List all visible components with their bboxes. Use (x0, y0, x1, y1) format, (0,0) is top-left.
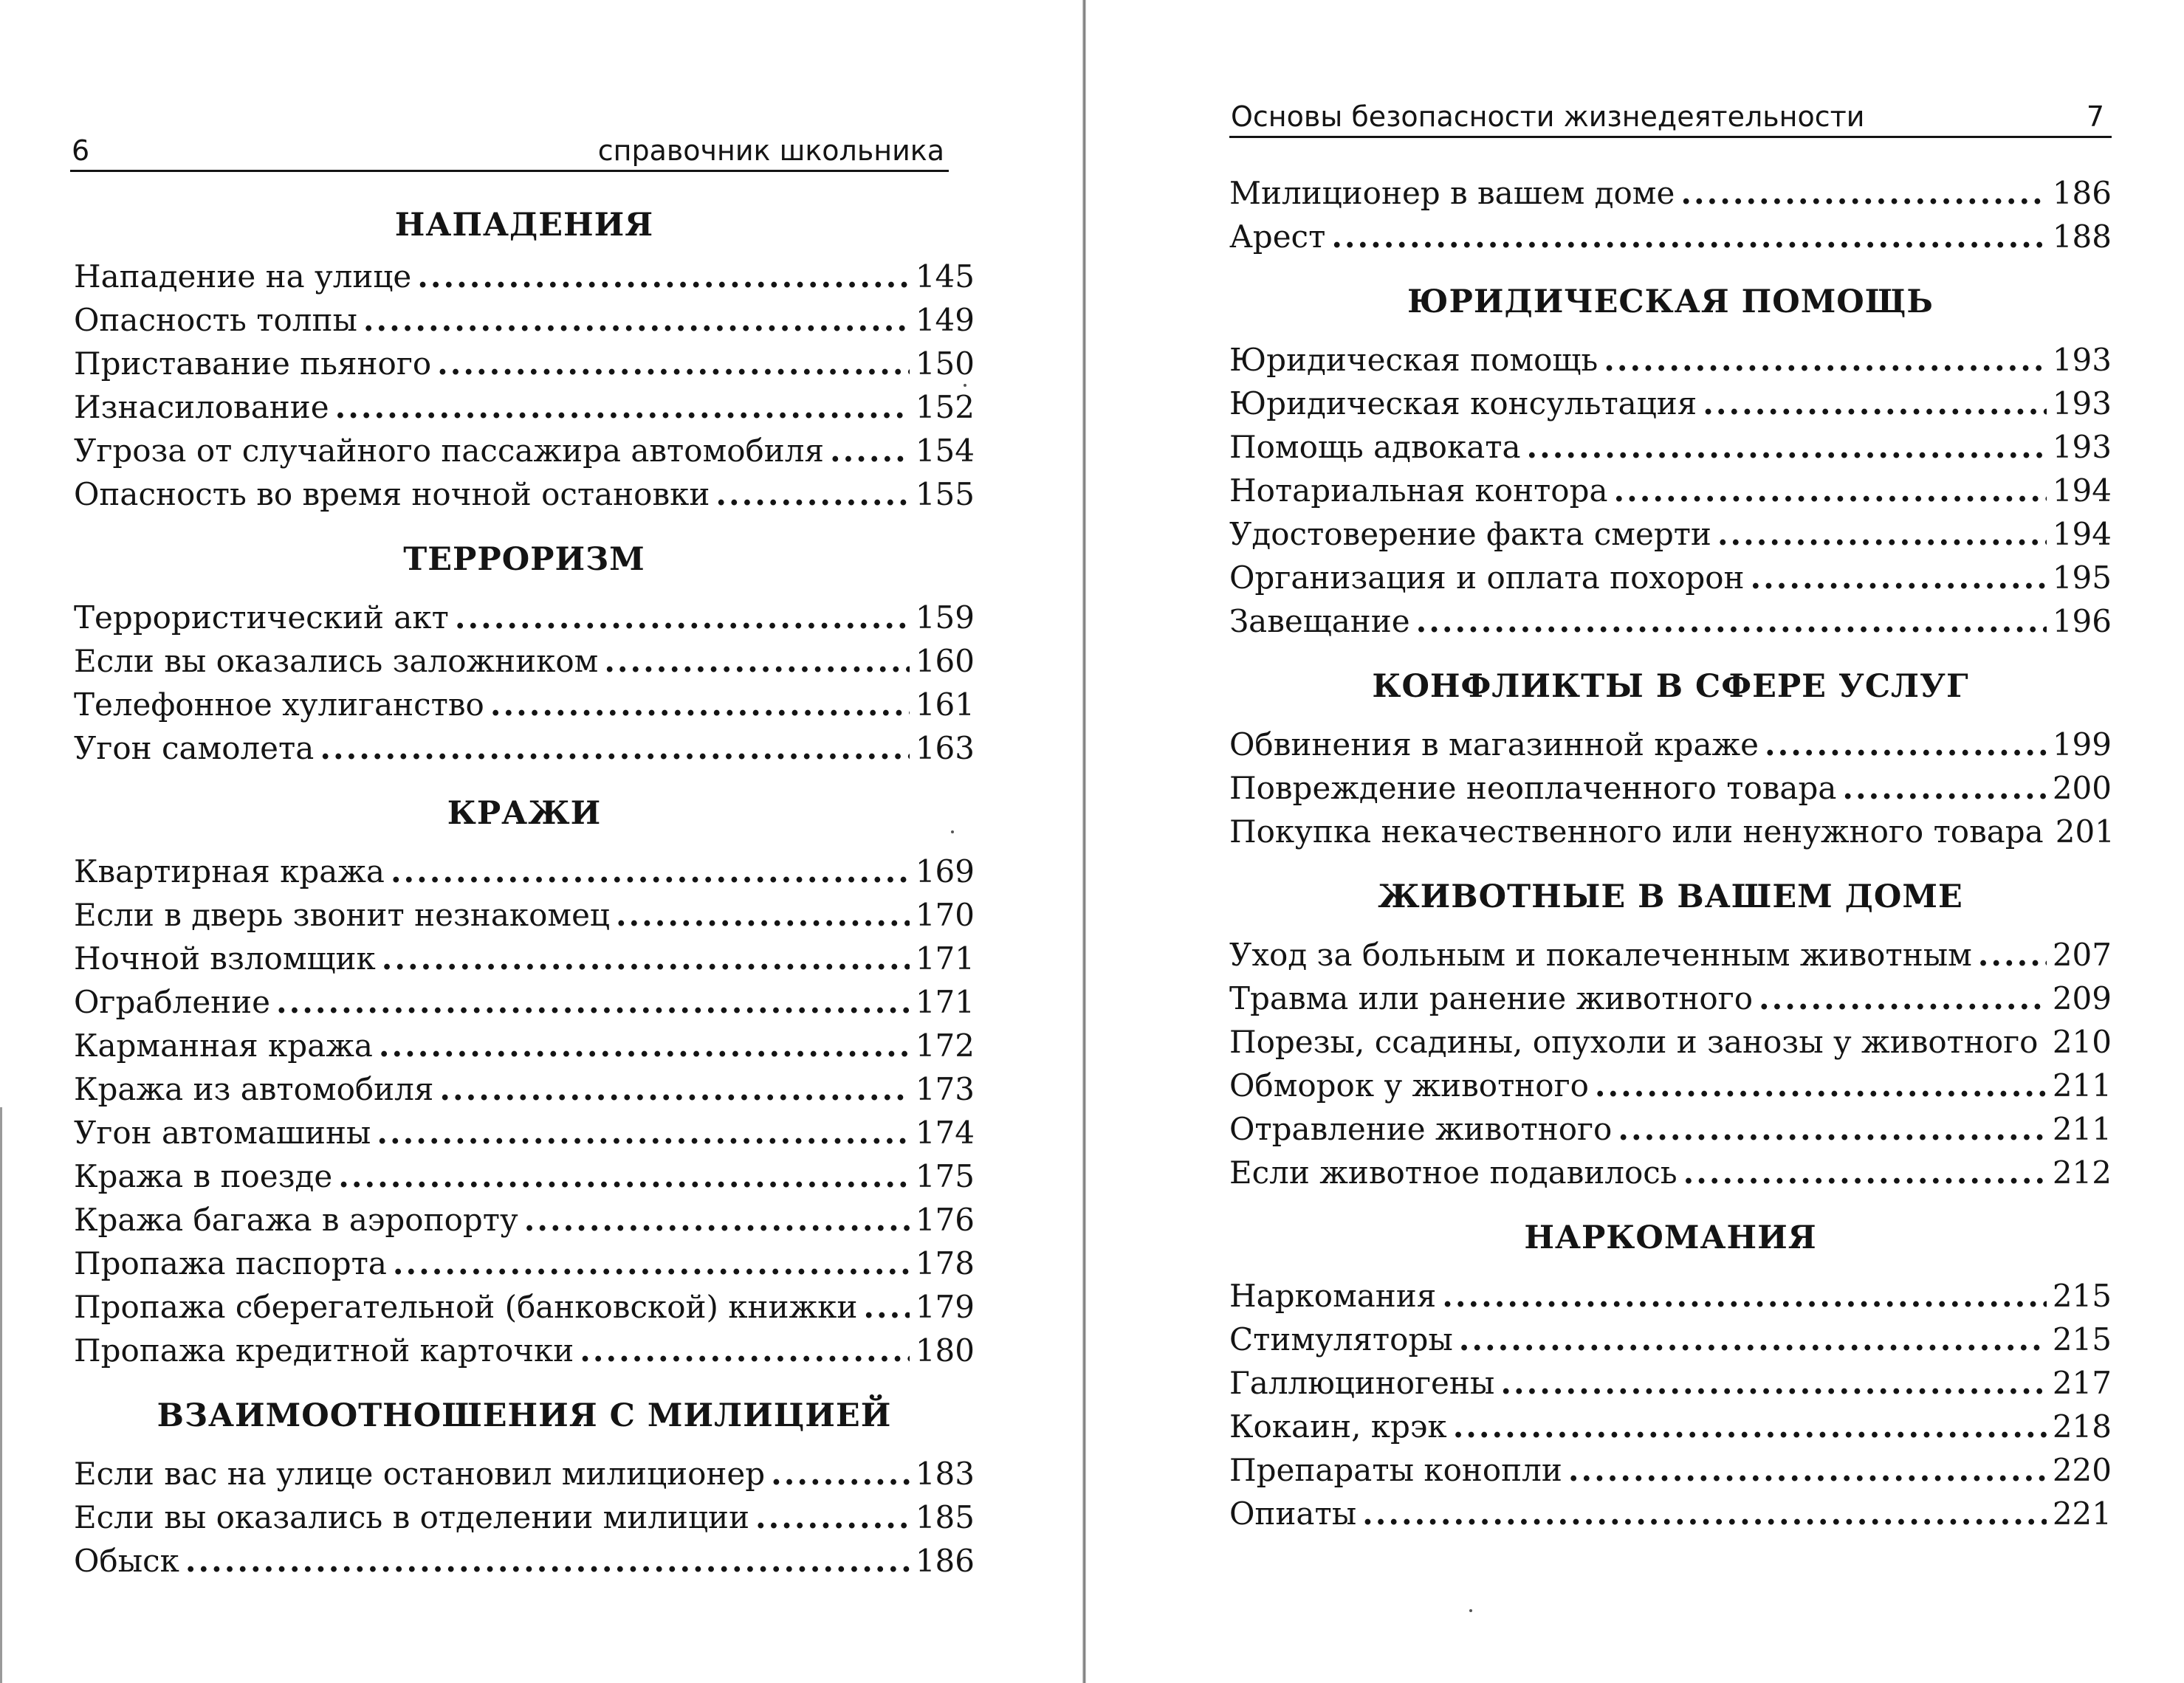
toc-entry (74, 937, 975, 980)
toc-entry (1229, 1318, 2112, 1361)
toc-entry (1229, 1492, 2112, 1535)
toc-entry-page: 186 (915, 1543, 975, 1579)
right-page-header (1229, 97, 2112, 138)
toc-entry (74, 1496, 975, 1539)
right-running-title: Основы безопасности жизнедеятельности (1231, 100, 1865, 133)
toc-leader-dots (417, 255, 910, 298)
toc-entry-label: Пропажа сберегательной (банковской) книжки (74, 1289, 858, 1325)
toc-entry (1229, 338, 2112, 382)
toc-leader-dots (1362, 1492, 2047, 1535)
toc-leader-dots (1595, 1064, 2047, 1107)
toc-entry-label: Квартирная кража (74, 853, 385, 889)
toc-continued-list (1229, 171, 2112, 258)
toc-leader-dots (382, 937, 910, 980)
toc-entry (1229, 933, 2112, 977)
toc-entry-page: 174 (915, 1115, 975, 1151)
left-page (0, 0, 1085, 1683)
toc-entry (1229, 810, 2115, 853)
toc-entry (1229, 469, 2112, 512)
toc-entry-label: Ограбление (74, 984, 271, 1020)
right-page (1085, 0, 2184, 1683)
print-speck (1469, 1609, 1472, 1612)
toc-entry-label: Телефонное хулиганство (74, 686, 484, 723)
toc-entry-label: Пропажа паспорта (74, 1245, 387, 1281)
toc-entry-label: Обморок у животного (1229, 1067, 1589, 1104)
toc-entry-page: 171 (915, 984, 975, 1020)
toc-leader-dots (1618, 1107, 2046, 1151)
toc-entry-page: 188 (2052, 218, 2112, 255)
toc-leader-dots (455, 596, 910, 639)
toc-entry-page: 212 (2052, 1154, 2112, 1191)
toc-entry (1229, 977, 2112, 1020)
section-title: ТЕРРОРИЗМ (403, 541, 645, 578)
section-title: КОНФЛИКТЫ В СФЕРЕ УСЛУГ (1372, 668, 1969, 705)
toc-leader-dots (377, 1111, 909, 1154)
toc-entry-page: 215 (2052, 1321, 2112, 1357)
toc-leader-dots (1614, 469, 2047, 512)
toc-leader-dots (185, 1539, 910, 1583)
toc-entry-label: Завещание (1229, 603, 1410, 639)
print-speck (964, 384, 966, 387)
toc-leader-dots (616, 893, 910, 937)
toc-entry-page: 170 (915, 897, 975, 933)
toc-entry (74, 1539, 975, 1583)
toc-entry-label: Опиаты (1229, 1496, 1357, 1532)
toc-leader-dots (1759, 977, 2047, 1020)
toc-entry-label: Пропажа кредитной карточки (74, 1332, 574, 1369)
toc-entry (74, 342, 975, 385)
toc-leader-dots (755, 1496, 910, 1539)
toc-entry-label: Повреждение неоплаченного товара (1229, 770, 1837, 806)
toc-leader-dots (1568, 1448, 2047, 1492)
toc-leader-dots (1604, 338, 2047, 382)
toc-entry-page: 152 (915, 389, 975, 425)
toc-entry-label: Стимуляторы (1229, 1321, 1453, 1357)
toc-entry (74, 726, 975, 770)
toc-entry-page: 215 (2052, 1278, 2112, 1314)
toc-entry-label: Травма или ранение животного (1229, 980, 1753, 1016)
toc-entry (1229, 1448, 2112, 1492)
toc-entry (1229, 1020, 2112, 1064)
toc-leader-dots (1442, 1274, 2047, 1318)
toc-entry (1229, 723, 2112, 766)
toc-entry-label: Удостоверение факта смерти (1229, 516, 1711, 552)
toc-leader-dots (771, 1452, 910, 1496)
toc-leader-dots (1751, 556, 2047, 599)
toc-entry-page: 175 (915, 1158, 975, 1194)
toc-entry-label: Порезы, ссадины, опухоли и занозы у животного (1229, 1024, 2039, 1060)
toc-leader-dots (580, 1329, 910, 1372)
toc-entry (74, 1452, 975, 1496)
toc-leader-dots (1453, 1405, 2047, 1448)
print-speck (951, 830, 954, 833)
left-toc (74, 196, 975, 1590)
right-toc (1229, 171, 2115, 1543)
toc-entry-label: Угон самолета (74, 730, 315, 766)
toc-entry-page: 207 (2052, 937, 2112, 973)
toc-entry (74, 1285, 975, 1329)
toc-leader-dots (1416, 599, 2047, 643)
toc-entry-label: Приставание пьяного (74, 345, 432, 382)
toc-entry-label: Нотариальная контора (1229, 472, 1608, 509)
toc-leader-dots (1527, 425, 2047, 469)
toc-entry-page: 150 (915, 345, 975, 382)
toc-entry (1229, 425, 2112, 469)
toc-entry (1229, 215, 2112, 258)
toc-leader-dots (604, 639, 910, 683)
toc-entry-page: 217 (2052, 1365, 2112, 1401)
toc-entry-label: Кокаин, крэк (1229, 1408, 1447, 1445)
toc-entry-label: Галлюциногены (1229, 1365, 1495, 1401)
toc-entry-page: 180 (915, 1332, 975, 1369)
toc-entry-page: 200 (2052, 770, 2112, 806)
toc-entry-page: 186 (2052, 175, 2112, 211)
toc-leader-dots (490, 683, 910, 726)
toc-leader-dots (1680, 171, 2047, 215)
toc-entry-page: 161 (915, 686, 975, 723)
toc-leader-dots (1765, 723, 2047, 766)
toc-entry-label: Арест (1229, 218, 1326, 255)
toc-leader-dots (1842, 766, 2046, 810)
toc-leader-dots (1717, 512, 2047, 556)
toc-entry-label: Угон автомашины (74, 1115, 371, 1151)
toc-section-list (1229, 1274, 2112, 1535)
toc-entry (1229, 1361, 2112, 1405)
left-page-header (70, 131, 949, 172)
toc-entry (74, 893, 975, 937)
toc-entry-label: Карманная кража (74, 1028, 373, 1064)
toc-entry-label: Если животное подавилось (1229, 1154, 1678, 1191)
toc-entry-label: Кража в поезде (74, 1158, 333, 1194)
toc-entry (1229, 1107, 2112, 1151)
toc-entry-label: Покупка некачественного или ненужного товара (1229, 813, 2044, 850)
section-title: ЮРИДИЧЕСКАЯ ПОМОЩЬ (1407, 283, 1934, 320)
toc-entry-label: Если вас на улице остановил милиционер (74, 1456, 766, 1492)
toc-entry-page: 193 (2052, 429, 2112, 465)
toc-leader-dots (391, 850, 910, 893)
toc-entry-page: 163 (915, 730, 975, 766)
toc-entry (74, 980, 975, 1024)
toc-entry-label: Наркомания (1229, 1278, 1437, 1314)
toc-leader-dots (830, 429, 910, 472)
toc-section-list (1229, 933, 2112, 1194)
section-title: НАПАДЕНИЯ (394, 207, 654, 244)
toc-entry-page: 199 (2052, 726, 2112, 763)
toc-entry-page: 154 (915, 433, 975, 469)
toc-entry-page: 201 (2055, 813, 2115, 850)
toc-entry (74, 639, 975, 683)
left-page-number: 6 (72, 134, 90, 167)
toc-entry-page: 221 (2052, 1496, 2112, 1532)
toc-entry-label: Уход за больным и покалеченным животным (1229, 937, 1972, 973)
toc-leader-dots (1683, 1151, 2047, 1194)
toc-entry-label: Кража из автомобиля (74, 1071, 434, 1107)
toc-entry (74, 1024, 975, 1067)
toc-entry-page: 218 (2052, 1408, 2112, 1445)
toc-entry (1229, 171, 2112, 215)
toc-entry-label: Обыск (74, 1543, 179, 1579)
toc-entry-page: 149 (915, 302, 975, 338)
toc-leader-dots (437, 342, 910, 385)
toc-entry (1229, 556, 2112, 599)
toc-section-list (74, 850, 975, 1372)
toc-leader-dots (338, 1154, 910, 1198)
toc-entry-label: Опасность во время ночной остановки (74, 476, 710, 512)
toc-entry-label: Если вы оказались в отделении милиции (74, 1499, 749, 1535)
toc-entry-label: Организация и оплата похорон (1229, 560, 1745, 596)
toc-entry-page: 169 (915, 853, 975, 889)
toc-leader-dots (1331, 215, 2047, 258)
toc-entry (74, 1111, 975, 1154)
toc-entry-label: Ночной взломщик (74, 940, 376, 977)
toc-entry-label: Нападение на улице (74, 258, 412, 295)
toc-entry (1229, 1405, 2112, 1448)
right-page-number: 7 (2086, 100, 2104, 133)
toc-entry-page: 160 (915, 643, 975, 679)
toc-entry (1229, 382, 2112, 425)
toc-entry-page: 173 (915, 1071, 975, 1107)
toc-entry-page: 171 (915, 940, 975, 977)
toc-entry-label: Угроза от случайного пассажира автомобиля (74, 433, 824, 469)
toc-section-list (74, 1452, 975, 1583)
toc-entry (74, 1329, 975, 1372)
toc-entry-page: 196 (2052, 603, 2112, 639)
toc-entry (1229, 766, 2112, 810)
toc-entry-label: Отравление животного (1229, 1111, 1613, 1147)
left-running-title: справочник школьника (597, 134, 944, 167)
toc-entry-page: 176 (915, 1202, 975, 1238)
toc-leader-dots (363, 298, 910, 342)
toc-leader-dots (439, 1067, 910, 1111)
toc-entry-label: Изнасилование (74, 389, 329, 425)
toc-section-list (74, 596, 975, 770)
toc-entry-label: Если вы оказались заложником (74, 643, 599, 679)
toc-section-list (74, 255, 975, 516)
section-title: ВЗАИМООТНОШЕНИЯ С МИЛИЦИЕЙ (157, 1397, 892, 1434)
toc-leader-dots (1978, 933, 2047, 977)
toc-entry-page: 194 (2052, 472, 2112, 509)
toc-entry-label: Опасность толпы (74, 302, 357, 338)
toc-entry-label: Милиционер в вашем доме (1229, 175, 1675, 211)
toc-entry (74, 472, 975, 516)
toc-section-list (1229, 338, 2112, 643)
toc-entry (74, 298, 975, 342)
toc-entry-label: Обвинения в магазинной краже (1229, 726, 1759, 763)
toc-entry-page: 145 (915, 258, 975, 295)
toc-entry (74, 1242, 975, 1285)
toc-entry (74, 596, 975, 639)
toc-entry-page: 194 (2052, 516, 2112, 552)
toc-leader-dots (276, 980, 910, 1024)
toc-leader-dots (1703, 382, 2047, 425)
toc-leader-dots (715, 472, 909, 516)
toc-entry-label: Юридическая консультация (1229, 385, 1697, 421)
toc-entry (1229, 599, 2112, 643)
toc-leader-dots (2044, 1020, 2046, 1064)
toc-entry-page: 210 (2052, 1024, 2112, 1060)
toc-entry-page: 220 (2052, 1452, 2112, 1488)
toc-entry-label: Кража багажа в аэропорту (74, 1202, 518, 1238)
toc-entry-page: 178 (915, 1245, 975, 1281)
toc-leader-dots (1459, 1318, 2047, 1361)
toc-entry-page: 172 (915, 1028, 975, 1064)
toc-entry-label: Юридическая помощь (1229, 342, 1598, 378)
toc-entry (74, 1154, 975, 1198)
toc-entry-page: 179 (915, 1289, 975, 1325)
toc-entry (74, 1198, 975, 1242)
section-title: НАРКОМАНИЯ (1524, 1219, 1817, 1256)
toc-entry-page: 211 (2052, 1111, 2112, 1147)
toc-entry (74, 1067, 975, 1111)
toc-leader-dots (379, 1024, 910, 1067)
toc-entry-page: 209 (2052, 980, 2112, 1016)
section-title: ЖИВОТНЫЕ В ВАШЕМ ДОМЕ (1378, 878, 1963, 915)
toc-entry (74, 255, 975, 298)
toc-entry (1229, 1064, 2112, 1107)
toc-entry (74, 385, 975, 429)
toc-entry-page: 183 (915, 1456, 975, 1492)
toc-leader-dots (863, 1285, 909, 1329)
toc-leader-dots (335, 385, 910, 429)
toc-entry-label: Помощь адвоката (1229, 429, 1521, 465)
toc-leader-dots (524, 1198, 910, 1242)
toc-entry (1229, 512, 2112, 556)
toc-entry-label: Террористический акт (74, 599, 449, 636)
toc-section-list (1229, 723, 2115, 853)
toc-entry-label: Препараты конопли (1229, 1452, 1562, 1488)
toc-leader-dots (320, 726, 910, 770)
toc-entry-page: 193 (2052, 385, 2112, 421)
toc-entry (74, 683, 975, 726)
toc-entry (74, 429, 975, 472)
section-title: КРАЖИ (447, 795, 602, 832)
toc-entry-page: 159 (915, 599, 975, 636)
toc-entry-label: Если в дверь звонит незнакомец (74, 897, 610, 933)
toc-leader-dots (393, 1242, 910, 1285)
toc-entry-page: 211 (2052, 1067, 2112, 1104)
toc-entry (1229, 1274, 2112, 1318)
toc-entry (74, 850, 975, 893)
toc-entry (1229, 1151, 2112, 1194)
toc-entry-page: 185 (915, 1499, 975, 1535)
toc-entry-page: 155 (915, 476, 975, 512)
toc-entry-page: 193 (2052, 342, 2112, 378)
toc-leader-dots (1500, 1361, 2046, 1405)
toc-entry-page: 195 (2052, 560, 2112, 596)
